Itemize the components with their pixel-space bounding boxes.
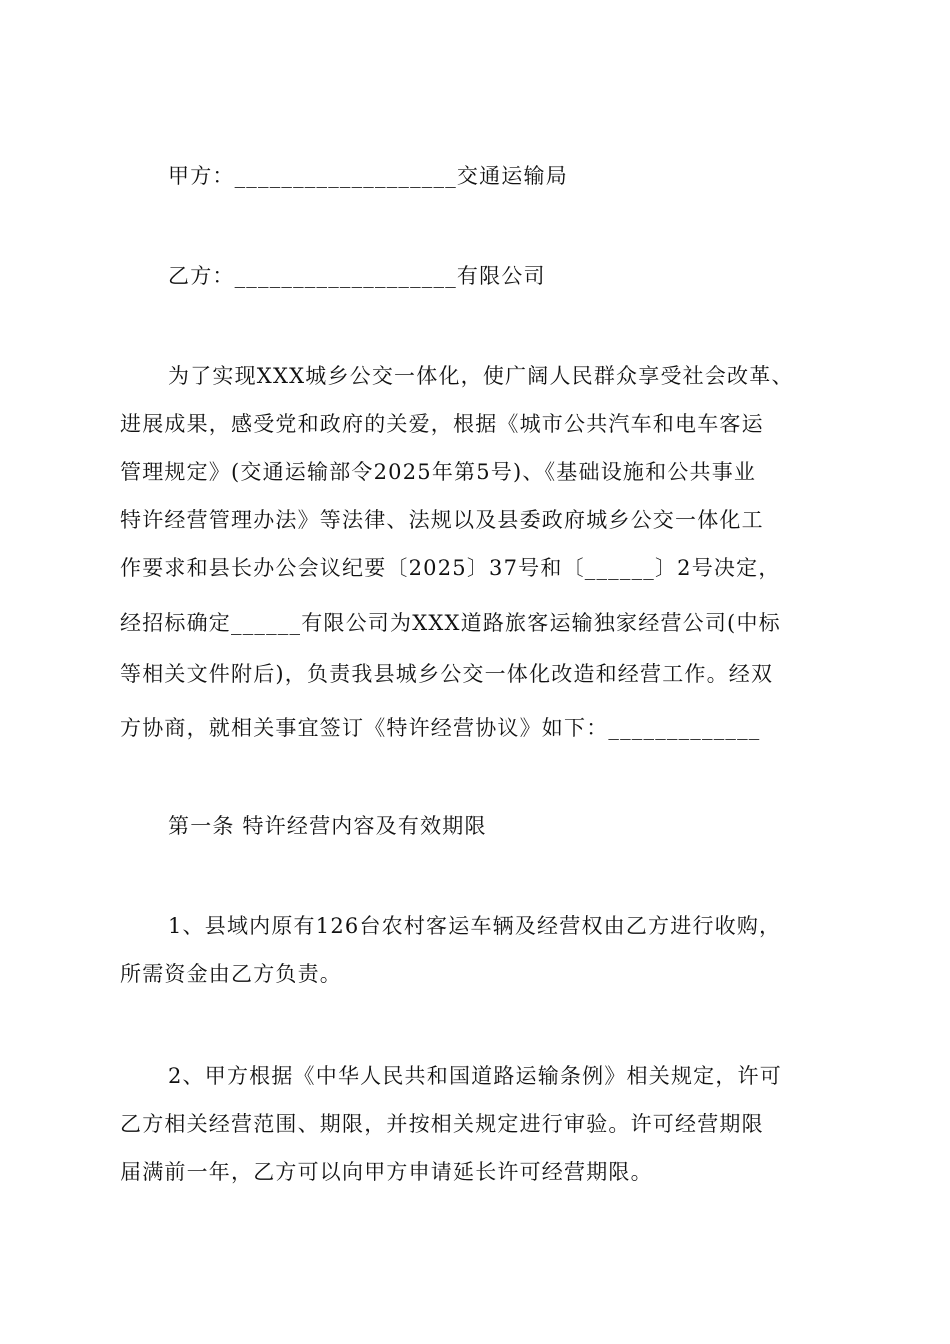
item-2-line: 届满前一年，乙方可以向甲方申请延长许可经营期限。 <box>120 1160 653 1184</box>
intro-line: 特许经营管理办法》等法律、法规以及县委政府城乡公交一体化工 <box>120 508 764 532</box>
intro-line: 为了实现XXX城乡公交一体化，使广阔人民群众享受社会改革、 <box>168 364 794 388</box>
item-1-line: 1、县域内原有126台农村客运车辆及经营权由乙方进行收购， <box>168 914 782 938</box>
intro-line: 等相关文件附后)，负责我县城乡公交一体化改造和经营工作。经双 <box>120 662 774 686</box>
article-1-heading: 第一条 特许经营内容及有效期限 <box>168 814 487 838</box>
intro-line: 进展成果，感受党和政府的关爱，根据《城市公共汽车和电车客运 <box>120 412 764 436</box>
intro-line: 方协商，就相关事宜签订《特许经营协议》如下：_____________ <box>120 716 761 740</box>
item-2-line: 乙方相关经营范围、期限，并按相关规定进行审验。许可经营期限 <box>120 1112 764 1136</box>
item-2-line: 2、甲方根据《中华人民共和国道路运输条例》相关规定，许可 <box>168 1064 782 1088</box>
item-1-line: 所需资金由乙方负责。 <box>120 962 342 986</box>
intro-line: 经招标确定______有限公司为XXX道路旅客运输独家经营公司(中标 <box>120 611 781 635</box>
party-a-line: 甲方：___________________交通运输局 <box>168 164 568 188</box>
intro-line: 管理规定》(交通运输部令2025年第5号)、《基础设施和公共事业 <box>120 460 757 484</box>
party-b-line: 乙方：___________________有限公司 <box>168 264 546 288</box>
intro-line: 作要求和县长办公会议纪要〔2025〕37号和〔______〕2号决定， <box>120 556 781 580</box>
